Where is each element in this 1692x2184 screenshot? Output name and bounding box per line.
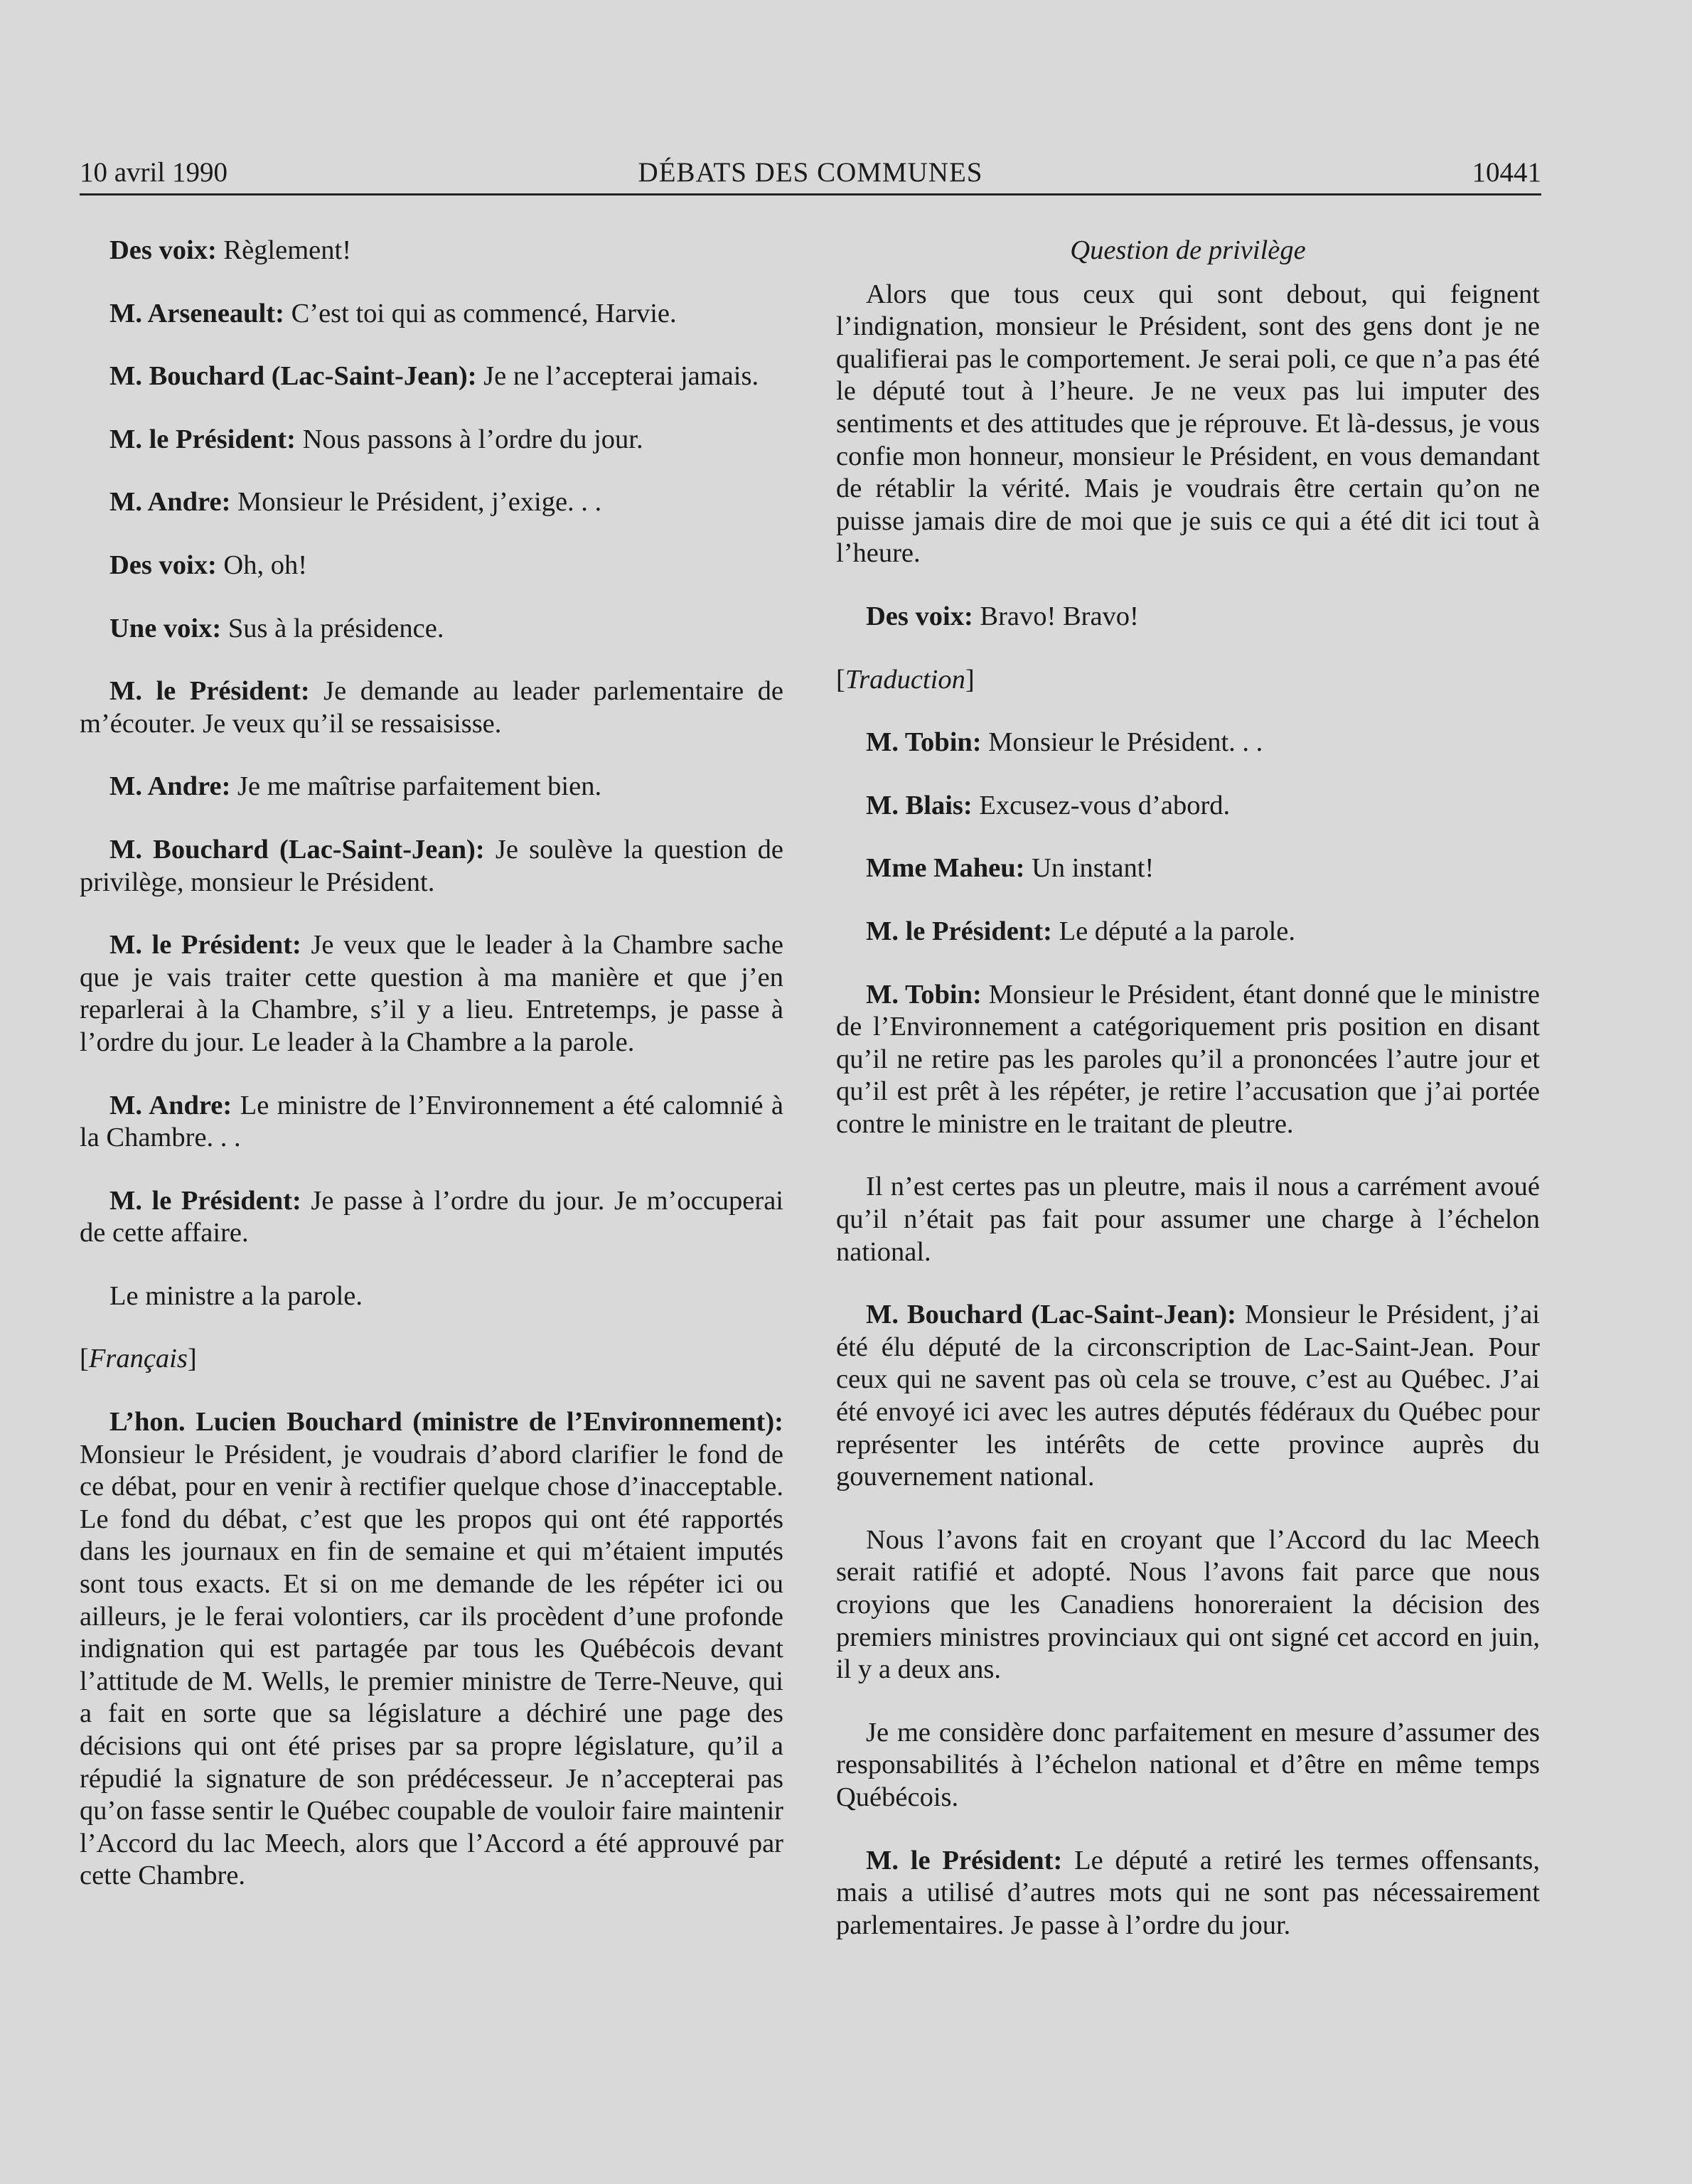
speaker-name: Des voix:: [109, 550, 217, 580]
speech-paragraph: [80, 1185, 783, 1250]
section-heading: Question de privilège: [1070, 235, 1306, 265]
header-date: 10 avril 1990: [80, 157, 227, 188]
speaker-name: M. le Président:: [866, 1845, 1063, 1875]
speech-text: Le ministre a la parole.: [109, 1280, 363, 1311]
speaker-name: M. le Président:: [109, 930, 301, 960]
speech-paragraph: [836, 1717, 1540, 1814]
speaker-name: M. Andre:: [109, 1090, 232, 1120]
speaker-name: Mme Maheu:: [866, 853, 1025, 884]
left-column: [80, 235, 783, 1923]
speech-paragraph: [80, 298, 783, 331]
speech-paragraph: [836, 1299, 1540, 1494]
speech-text: Sus à la présidence.: [221, 613, 444, 643]
speech-text: Je passe à l’ordre du jour. Je m’occuperai de cette affaire.: [80, 1185, 783, 1248]
speech-paragraph: [80, 424, 783, 456]
speech-paragraph: [80, 675, 783, 740]
speech-text: Monsieur le Président, j’exige. . .: [230, 487, 602, 518]
speaker-name: M. Tobin:: [866, 727, 982, 758]
language-tag-text: Traduction: [845, 664, 965, 695]
speaker-name: M. Bouchard (Lac-Saint-Jean):: [109, 834, 485, 864]
speech-text: Je veux que le leader à la Chambre sache que je vais traiter cette question à ma manière et que j’en reparlerai à la Chambre, s’il y a lieu. Entretemps, je passe à l’ordre du jour. Le leader à la Chambre a la parole.: [80, 930, 783, 1057]
language-tag: [Traduction]: [836, 664, 975, 695]
right-column: [836, 235, 1540, 1972]
speech-text: Monsieur le Président. . .: [981, 727, 1263, 758]
speech-paragraph: [836, 916, 1540, 948]
speech-text: Il n’est certes pas un pleutre, mais il nous a carrément avoué qu’il n’était pas fait pour assumer une charge à l’échelon national.: [836, 1172, 1540, 1267]
speaker-name: M. Arseneault:: [109, 298, 284, 328]
speech-paragraph: [80, 360, 783, 393]
speech-paragraph: [80, 929, 783, 1059]
page-header: [80, 151, 1541, 196]
speaker-name: Des voix:: [866, 601, 973, 631]
speech-paragraph: [80, 550, 783, 582]
speech-paragraph: [836, 1845, 1540, 1942]
speech-text: Alors que tous ceux qui sont debout, qui feignent l’indignation, monsieur le Président, sont des gens dont je ne qualifierai pas le comportement. Je serai poli, ce que n’a pas été le député tout à l’heure. Je ne veux pas lui imputer des sentiments et des attitudes que je réprouve. Et là-dessus, je vous confie mon honneur, monsieur le Président, en vous demandant de rétablir la vérité. Mais je voudrais être certain qu’on ne puisse jamais dire de moi que je suis ce qui a été dit ici tout à l’heure.: [836, 279, 1540, 569]
speech-paragraph: [80, 613, 783, 646]
speech-text: Monsieur le Président, j’ai été élu député de la circonscription de Lac-Saint-Jean. Pour ceux qui ne savent pas où cela se trouve, c’est au Québec. J’ai été envoyé ici avec les autres députés fédéraux du Québec pour représenter les intérêts de cette province auprès du gouvernement national.: [836, 1300, 1540, 1492]
speech-text: Monsieur le Président, je voudrais d’abord clarifier le fond de ce débat, pour en venir à rectifier quelque chose d’inacceptable. Le fond du débat, c’est que les propos qui ont été rapportés dans les journaux en fin de semaine et qui m’étaient imputés sont tous exacts. Et si on me demande de les répéter ici ou ailleurs, je le ferai volontiers, car ils procèdent d’une profonde indignation qui est partagée par tous les Québécois devant l’attitude de M. Wells, le premier ministre de Terre-Neuve, qui a fait en sorte que sa législature a déchiré une page des décisions qui ont été prises par sa propre législature, qu’il a répudié la signature de son prédécesseur. Je n’accepterai pas qu’on fasse sentir le Québec coupable de vouloir faire maintenir l’Accord du lac Meech, alors que l’Accord a été approuvé par cette Chambre.: [80, 1439, 783, 1891]
speaker-name: M. Blais:: [866, 790, 973, 820]
speaker-name: M. le Président:: [109, 676, 310, 707]
speech-paragraph: [80, 1280, 783, 1313]
speech-paragraph: [836, 1171, 1540, 1268]
speaker-name: M. Bouchard (Lac-Saint-Jean):: [109, 361, 477, 392]
speech-text: Je ne l’accepterai jamais.: [476, 361, 759, 392]
header-page-number: 10441: [1472, 157, 1541, 188]
speaker-name: M. le Président:: [866, 916, 1052, 946]
language-tag: [Français]: [80, 1344, 197, 1374]
speech-text: Le ministre de l’Environnement a été calomnié à la Chambre. . .: [80, 1090, 783, 1153]
speech-text: Je me considère donc parfaitement en mesure d’assumer des responsabilités à l’échelon national et d’être en même temps Québécois.: [836, 1717, 1540, 1812]
speech-text: Règlement!: [216, 235, 352, 265]
speech-text: Nous passons à l’ordre du jour.: [295, 424, 643, 454]
speaker-name: M. Andre:: [109, 771, 231, 802]
speech-paragraph: [80, 771, 783, 803]
speech-text: Nous l’avons fait en croyant que l’Accord du lac Meech serait ratifié et adopté. Nous l’avons fait parce que nous croyions que les Canadiens honoreraient la décision des premiers ministres provinciaux qui ont signé cet accord en juin, il y a deux ans.: [836, 1524, 1540, 1685]
speech-paragraph: [836, 979, 1540, 1141]
speech-paragraph: [836, 279, 1540, 570]
speech-paragraph: [836, 601, 1540, 633]
speech-text: C’est toi qui as commencé, Harvie.: [284, 298, 677, 328]
speech-paragraph: [836, 790, 1540, 823]
speech-paragraph: [836, 727, 1540, 759]
speech-paragraph: [80, 834, 783, 899]
speech-paragraph: [80, 235, 783, 267]
speech-text: Bravo! Bravo!: [973, 601, 1139, 631]
speaker-name: Des voix:: [109, 235, 217, 265]
speech-paragraph: [836, 1524, 1540, 1686]
speech-text: Le député a retiré les termes offensants, mais a utilisé d’autres mots qui ne sont pas nécessairement parlementaires. Je passe à l’ordre du jour.: [836, 1845, 1541, 1940]
speech-text: Oh, oh!: [216, 550, 308, 580]
speaker-name: M. Tobin:: [866, 979, 982, 1010]
speech-text: Je me maîtrise parfaitement bien.: [230, 771, 602, 802]
speaker-name: M. le Président:: [109, 424, 296, 454]
speaker-name: Une voix:: [109, 613, 222, 643]
speaker-name: L’hon. Lucien Bouchard (ministre de l’Environnement):: [109, 1407, 783, 1438]
header-title: DÉBATS DES COMMUNES: [638, 157, 983, 188]
speech-text: Le député a la parole.: [1051, 916, 1295, 946]
speech-paragraph: [80, 1090, 783, 1155]
speech-paragraph: [80, 486, 783, 519]
speech-text: Je demande au leader parlementaire de m’écouter. Je veux qu’il se ressaisisse.: [80, 676, 783, 739]
speech-text: Je soulève la question de privilège, monsieur le Président.: [80, 834, 783, 897]
speaker-name: M. Andre:: [109, 487, 231, 518]
speech-text: Excusez-vous d’abord.: [972, 790, 1231, 820]
speech-paragraph: [80, 1406, 783, 1893]
speech-text: Un instant!: [1024, 853, 1155, 884]
speech-text: Monsieur le Président, étant donné que le ministre de l’Environnement a catégoriquement pris position en disant qu’il ne retire pas les paroles qu’il a prononcées l’autre jour et qu’il est prêt à les répéter, je retire l’accusation que j’ai portée contre le ministre en le traitant de pleutre.: [836, 979, 1540, 1139]
language-tag-text: Français: [88, 1344, 188, 1374]
speaker-name: M. Bouchard (Lac-Saint-Jean):: [866, 1300, 1236, 1330]
speech-paragraph: [836, 852, 1540, 885]
speaker-name: M. le Président:: [109, 1185, 301, 1216]
